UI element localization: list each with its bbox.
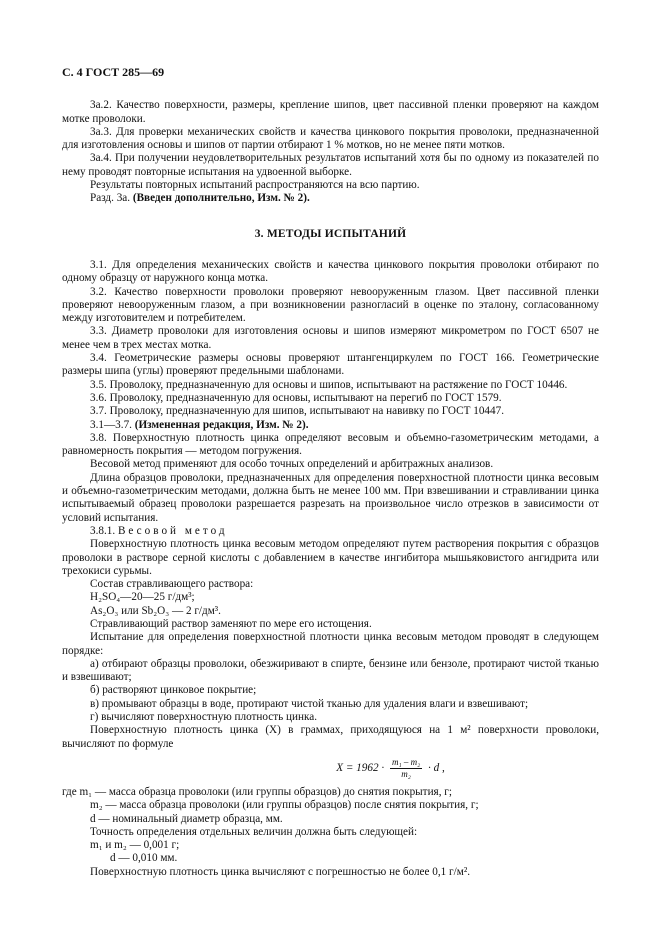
paragraph-final: Поверхностную плотность цинка вычисляют с погрешностью не более 0,1 г/м². xyxy=(90,865,470,878)
edit-bold: (Измененная редакция, Изм. № 2). xyxy=(134,418,309,431)
accuracy-mass: m₁ и m₂ — 0,001 г; xyxy=(90,839,180,852)
note-bold: (Введен дополнительно, Изм. № 2). xyxy=(132,192,310,205)
subsection-name: Весовой метод xyxy=(117,524,228,537)
step-v: в) промывают образцы в воде, протирают чистой тканью для удаления влаги и взвешивают; xyxy=(90,697,529,710)
paragraph-weight-method: Весовой метод применяют для особо точных определений и арбитражных анализов. xyxy=(90,458,494,471)
accuracy-diameter: d — 0,010 мм. xyxy=(110,852,178,865)
paragraph-3-3: 3.3. Диаметр проволоки для изготовления основы и шипов измеряют микрометром по ГОСТ 6507 не менее чем в трех местах мотка. xyxy=(62,325,599,351)
paragraph-3-2: 3.2. Качество поверхности проволоки проверяют невооруженным глазом. Цвет пассивной пленки проверяют невооруженным глазом, а при возникновении разногласий в оценке по эталону, согласованному между изготовителем и потребителем. xyxy=(62,285,599,325)
formula-denominator: m₂ xyxy=(401,768,411,779)
formula-lhs: X = 1962 · xyxy=(336,762,385,775)
subsection-number: 3.8.1. xyxy=(90,524,116,537)
paragraph-3-5: 3.5. Проволоку, предназначенную для основы и шипов, испытывают на растяжение по ГОСТ 10446. xyxy=(90,378,568,391)
where-d: d — номинальный диаметр образца, мм. xyxy=(90,812,283,825)
formula xyxy=(182,757,599,780)
paragraph-section-note xyxy=(62,192,599,205)
paragraph-3-6: 3.6. Проволоку, предназначенную для основы, испытывают на перегиб по ГОСТ 1579. xyxy=(90,391,502,404)
paragraph-sample-length: Длина образцов проволоки, предназначенных для определения поверхностной плотности цинка весовым и объемно-газометрическим методами, должна быть не менее 100 мм. При взвешивании и стравливании цинка испытываемый образец проволоки разрешается разрезать на произвольное число отрезков в зависимости от условий испытания. xyxy=(62,471,599,524)
paragraph-3-8: 3.8. Поверхностную плотность цинка определяют весовым и объемно-газометрическим методами, а равномерность покрытия — методом погружения. xyxy=(62,431,599,458)
formula-rhs: · d , xyxy=(428,762,445,775)
edit-prefix: 3.1—3.7. xyxy=(90,418,132,431)
paragraph-3a4: 3а.4. При получении неудовлетворительных результатов испытаний хотя бы по одному из показателей по нему проводят повторные испытания на удвоенной выборке. xyxy=(62,152,599,178)
paragraph-order: Испытание для определения поверхностной плотности цинка весовым методом проводят в следующем порядке: xyxy=(62,631,599,657)
step-a: а) отбирают образцы проволоки, обезжиривают в спирте, бензине или бензоле, протирают чистой тканью и взвешивают; xyxy=(62,657,599,684)
section-title: 3. МЕТОДЫ ИСПЫТАНИЙ xyxy=(254,227,407,240)
solution-line-2: As₂O₃ или Sb₂O₃ — 2 г/дм³. xyxy=(90,604,221,617)
paragraph-repeat-results: Результаты повторных испытаний распространяются на всю партию. xyxy=(90,179,420,192)
formula-fraction xyxy=(390,757,422,780)
step-g: г) вычисляют поверхностную плотность цинка. xyxy=(90,711,318,724)
subsection-title xyxy=(62,525,599,538)
page-header: С. 4 ГОСТ 285—69 xyxy=(62,65,165,79)
formula-numerator: m₁ – m₂ xyxy=(391,756,421,767)
paragraph-3-8-1: Поверхностную плотность цинка весовым методом определяют путем растворения покрытия с образцов проволоки в растворе серной кислоты с добавлением в качестве ингибитора мышьяковистого ангидрита или трехокиси сурьмы. xyxy=(62,538,599,577)
where-m1: где m₁ — масса образца проволоки (или группы образцов) до снятия покрытия, г; xyxy=(62,785,452,798)
step-b: б) растворяют цинковое покрытие; xyxy=(90,684,257,697)
paragraph-3-7: 3.7. Проволоку, предназначенную для шипов, испытывают на навивку по ГОСТ 10447. xyxy=(90,405,504,418)
note-prefix: Разд. 3а. xyxy=(90,192,131,205)
paragraph-edit-note xyxy=(62,419,599,432)
paragraph-3-1: 3.1. Для определения механических свойств и качества цинкового покрытия проволоки отбирают по одному образцу от наружного конца мотка. xyxy=(62,258,599,285)
paragraph-3a3: 3а.3. Для проверки механических свойств и качества цинкового покрытия проволоки, предназначенной для изготовления основы и шипов от партии отбирают 1 % мотков, но не менее пяти мотков. xyxy=(62,125,599,152)
paragraph-accuracy: Точность определения отдельных величин должна быть следующей: xyxy=(90,825,418,838)
document-page xyxy=(62,66,599,879)
paragraph-formula-intro: Поверхностную плотность цинка (X) в граммах, приходящуюся на 1 м² поверхности проволоки, вычисляют по формуле xyxy=(62,724,599,750)
paragraph-replace: Стравливающий раствор заменяют по мере его истощения. xyxy=(90,617,372,630)
solution-line-1: H₂SO₄—20—25 г/дм³; xyxy=(90,591,195,604)
where-m2: m₂ — масса образца проволоки (или группы образцов) после снятия покрытия, г; xyxy=(90,799,479,812)
paragraph-3a2: 3а.2. Качество поверхности, размеры, крепление шипов, цвет пассивной пленки проверяют на каждом мотке проволоки. xyxy=(62,99,599,125)
paragraph-3-4: 3.4. Геометрические размеры основы проверяют штангенциркулем по ГОСТ 166. Геометрические размеры шипа (углы) проверяют предельными шаблонами. xyxy=(62,352,599,378)
paragraph-solution-title: Состав стравливающего раствора: xyxy=(90,578,254,591)
